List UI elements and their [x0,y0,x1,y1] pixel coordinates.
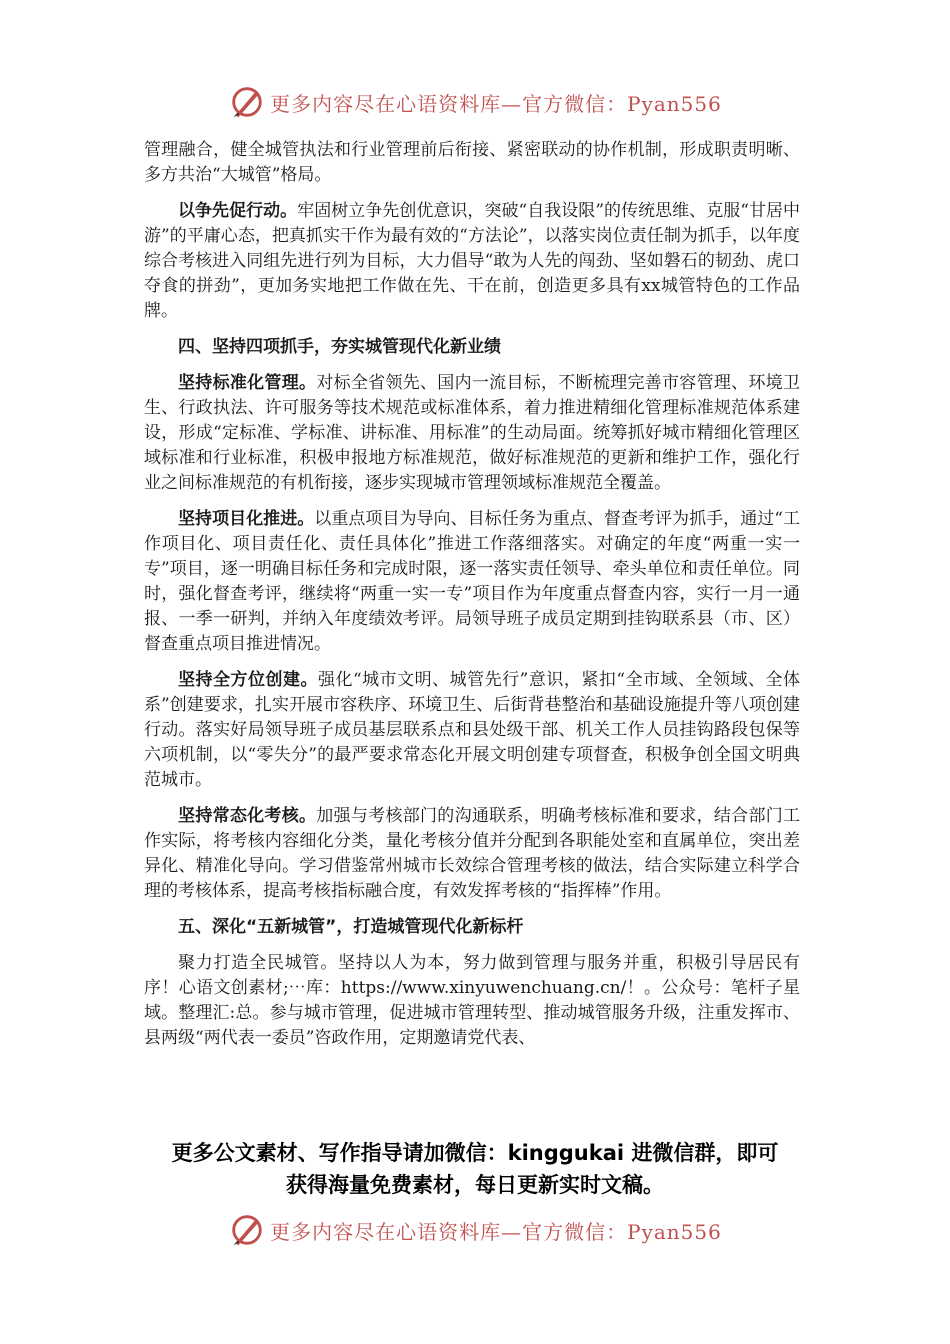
paragraph-lead: 坚持项目化推进。 [178,509,315,529]
paragraph: 管理融合，健全城管执法和行业管理前后衔接、紧密联动的协作机制，形成职责明晰、多方共治“大城管”格局。 [144,140,800,185]
section-heading: 五、深化“五新城管”，打造城管现代化新标杆 [178,917,524,937]
paragraph-lead: 坚持标准化管理。 [178,373,317,393]
paragraph-text: 牢固树立争先创优意识，突破“自我设限”的传统思维、克服“甘居中游”的平庸心态，把真抓实干作为最有效的“方法论”，以落实岗位责任制为抓手，以年度综合考核进入同组先进行列为目标，大力倡导“敢为人先的闯劲、坚如磐石的韧劲、虎口夺食的拼劲”，更加务实地把工作做在先、干在前，创造更多具有xx城管特色的工作品牌。 [144,201,801,321]
paragraph-text: 对标全省领先、国内一流目标，不断梳理完善市容管理、环境卫生、行政执法、许可服务等技术规范或标准体系，着力推进精细化管理标准规范体系建设，形成“定标准、学标准、讲标准、用标准”的生动局面。统筹抓好城市精细化管理区域标准和行业标准，积极申报地方标准规范，做好标准规范的更新和维护工作，强化行业之间标准规范的有机衔接，逐步实现城市管理领域标准规范全覆盖。 [144,373,801,493]
section-heading: 四、坚持四项抓手，夯实城管现代化新业绩 [178,337,501,357]
paragraph [144,507,800,657]
header-banner [0,82,950,122]
promo-line: 更多公文素材、写作指导请加微信：kinggukai 进微信群，即可 [171,1141,779,1165]
footer-banner [0,1210,950,1250]
paragraph-text: 强化“城市文明、城管先行”意识，紧扣“全市域、全领域、全体系”创建要求，扎实开展市容秩序、环境卫生、后街背巷整治和基础设施提升等八项创建行动。落实好局领导班子成员基层联系点和县处级干部、机关工作人员挂钩路段包保等六项机制，以“零失分”的最严要求常态化开展文明创建专项督查，积极争创全国文明典范城市。 [144,670,800,790]
paragraph-lead: 以争先促行动。 [178,201,298,221]
paragraph [144,804,800,904]
paragraph [144,668,800,793]
footer-banner-text: 更多内容尽在心语资料库—官方微信：Pyan556 [270,1219,722,1244]
paragraph-text: 以重点项目为导向、目标任务为重点、督查考评为抓手，通过“工作项目化、项目责任化、责任具体化”推进工作落细落实。对确定的年度“两重一实一专”项目，逐一明确目标任务和完成时限，逐一落实责任领导、牵头单位和责任单位。同时，强化督查考评，继续将“两重一实一专”项目作为年度重点督查内容，实行一月一通报、一季一研判，并纳入年度绩效考评。局领导班子成员定期到挂钩联系县（市、区）督查重点项目推进情况。 [144,509,800,654]
paragraph [144,199,800,324]
paragraph [144,371,800,496]
pen-logo-icon [228,83,266,121]
paragraph-lead: 坚持常态化考核。 [178,806,317,826]
paragraph-text: 加强与考核部门的沟通联系，明确考核标准和要求，结合部门工作实际，将考核内容细化分类，量化考核分值并分配到各职能处室和直属单位，突出差异化、精准化导向。学习借鉴常州城市长效综合管理考核的做法，结合实际建立科学合理的考核体系，提高考核指标融合度，有效发挥考核的“指挥棒”作用。 [144,806,801,901]
promo-notice [100,1137,850,1201]
paragraph-lead: 坚持全方位创建。 [178,670,318,690]
header-banner-text: 更多内容尽在心语资料库—官方微信：Pyan556 [270,91,722,116]
paragraph: 聚力打造全民城管。坚持以人为本，努力做到管理与服务并重，积极引导居民有序！心语文创素材;⋯库：https://www.xinyuwenchuang.cn/！。公众号：笔杆子星域。整理汇:总。参与城市管理，促进城市管理转型、推动城管服务升级，注重发挥市、县两级“两代表一委员”咨政作用，定期邀请党代表、 [144,953,800,1048]
pen-logo-icon [228,1211,266,1249]
promo-line: 获得海量免费素材，每日更新实时文稿。 [286,1173,664,1197]
document-body [144,138,800,1062]
